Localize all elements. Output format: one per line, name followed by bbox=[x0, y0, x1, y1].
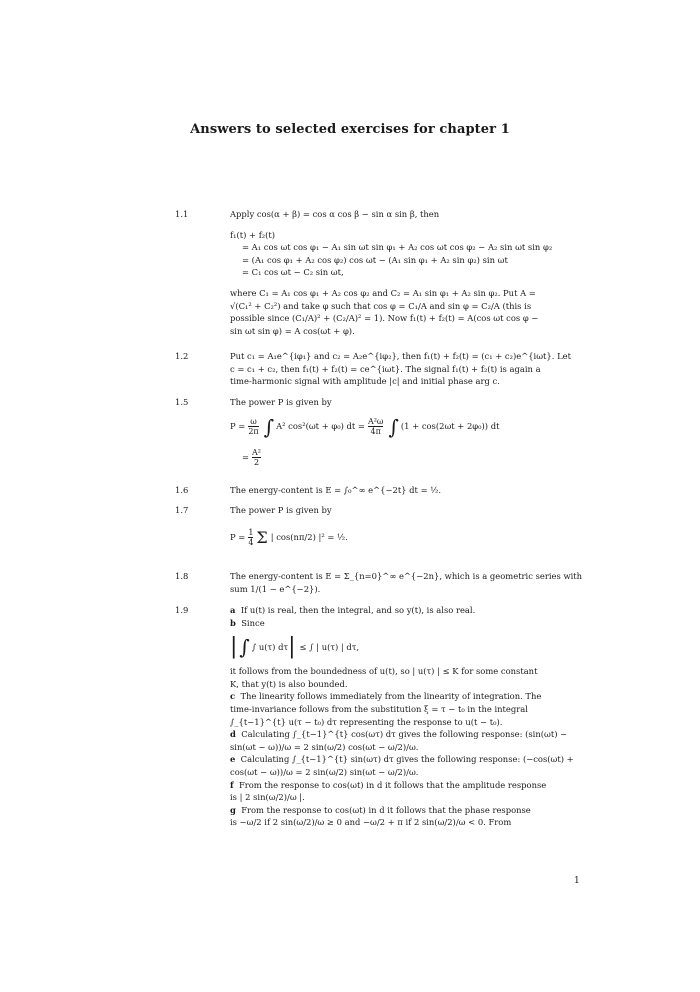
numerator: ω bbox=[250, 417, 257, 427]
abs-bar: | bbox=[288, 634, 296, 660]
text-line: time-harmonic signal with amplitude |c| and initial phase arg c. bbox=[230, 376, 500, 387]
bound-inequality bbox=[230, 629, 586, 665]
fraction bbox=[252, 448, 261, 467]
exercise-body bbox=[230, 396, 586, 471]
exercise-body bbox=[230, 604, 586, 829]
fraction bbox=[368, 417, 384, 436]
part-text: The linearity follows immediately from the linearity of integration. The bbox=[240, 691, 542, 702]
exercise-number: 1.5 bbox=[175, 397, 189, 407]
denominator: 4 bbox=[248, 538, 254, 548]
part-label: c bbox=[230, 691, 236, 702]
power-equation bbox=[230, 409, 586, 445]
text-line: sin(ωt − ω))/ω = 2 sin(ω/2) cos(ωt − ω/2)/ω. bbox=[230, 741, 419, 752]
eq-left: P = bbox=[230, 421, 246, 432]
text-line: c = c₁ + c₂, then f₁(t) + f₂(t) = ce^{iωt}. The signal f₁(t) + f₂(t) is again a bbox=[230, 363, 541, 374]
equation-line: = C₁ cos ωt − C₂ sin ωt, bbox=[242, 267, 344, 278]
eq-left: = bbox=[242, 452, 250, 463]
eq-right: (1 + cos(2ωt + 2φ₀)) dt bbox=[400, 421, 500, 432]
integral-sign: ∫ bbox=[388, 414, 399, 439]
numerator: A²ω bbox=[367, 417, 384, 427]
fraction bbox=[248, 417, 258, 436]
numerator: 1 bbox=[248, 528, 254, 538]
eq-middle: A² cos²(ωt + φ₀) dt = bbox=[276, 421, 365, 432]
text-line: The energy-content is E = Σ_{n=0}^∞ e^{−2n}, which is a geometric series with bbox=[230, 571, 583, 581]
text-line: where C₁ = A₁ cos φ₁ + A₂ cos φ₂ and C₂ = A₁ sin φ₁ + A₂ sin φ₂. Put A = bbox=[230, 287, 536, 298]
part-label: f bbox=[230, 779, 234, 790]
part-text: Calculating ∫_{t−1}^{t} cos(ωτ) dτ gives the following response: (sin(ωt) − bbox=[241, 729, 568, 740]
exercise-body bbox=[230, 208, 586, 337]
part-g bbox=[230, 804, 586, 817]
part-text: From the response to cos(ωt) in d it follows that the phase response bbox=[241, 804, 531, 815]
text-line: √(C₁² + C₂²) and take φ such that cos φ = C₁/A and sin φ = C₂/A (this is bbox=[230, 300, 532, 311]
exercise-number: 1.1 bbox=[175, 209, 189, 219]
eq-right: ≤ ∫ | u(τ) | dτ, bbox=[299, 641, 360, 652]
eq-left: ∫ u(τ) dτ bbox=[251, 641, 289, 652]
integral-sign: ∫ bbox=[239, 635, 250, 660]
exercise-number: 1.6 bbox=[175, 485, 189, 495]
denominator: 4π bbox=[370, 427, 381, 437]
denominator: 2π bbox=[248, 427, 259, 437]
part-label: g bbox=[230, 804, 236, 815]
equation-line: f₁(t) + f₂(t) bbox=[230, 229, 276, 240]
part-text: If u(t) is real, then the integral, and so y(t), is also real. bbox=[240, 605, 476, 615]
part-c bbox=[230, 690, 586, 703]
fraction bbox=[248, 528, 253, 547]
exercise-body bbox=[230, 504, 586, 559]
exercise-body bbox=[230, 484, 586, 497]
part-label: b bbox=[230, 617, 236, 628]
integral-sign: ∫ bbox=[263, 414, 275, 439]
text-line: K, that y(t) is also bounded. bbox=[230, 678, 348, 689]
part-label: e bbox=[230, 754, 236, 765]
part-text: From the response to cos(ωt) in d it follows that the amplitude response bbox=[238, 779, 547, 790]
exercise-number: 1.2 bbox=[175, 351, 189, 361]
numerator: A² bbox=[252, 448, 262, 458]
part-e bbox=[230, 753, 586, 766]
text-line: The power P is given by bbox=[230, 397, 332, 407]
text-line: is | 2 sin(ω/2)/ω |. bbox=[230, 792, 305, 803]
page-title: Answers to selected exercises for chapter 1 bbox=[190, 122, 510, 137]
part-text: Calculating ∫_{t−1}^{t} sin(ωτ) dτ gives the following response: (−cos(ωt) + bbox=[240, 754, 574, 765]
text-line: The energy-content is E = ∫₀^∞ e^{−2t} dt = ½. bbox=[230, 485, 442, 495]
part-label: a bbox=[230, 605, 236, 615]
part-a bbox=[230, 604, 586, 617]
text-line: sum 1/(1 − e^{−2}). bbox=[230, 583, 321, 594]
exercise-number: 1.8 bbox=[175, 571, 189, 581]
exercise-body bbox=[230, 570, 586, 595]
exercise-body bbox=[230, 350, 586, 388]
text-line: ∫_{t−1}^{t} u(τ − t₀) dτ representing the response to u(t − t₀). bbox=[230, 716, 503, 727]
eq-left: P = bbox=[230, 532, 246, 543]
part-text: Since bbox=[241, 617, 265, 628]
part-label: d bbox=[230, 729, 236, 740]
text-line: sin ωt sin φ) = A cos(ωt + φ). bbox=[230, 325, 355, 336]
text-line: time-invariance follows from the substitution ξ = τ − t₀ in the integral bbox=[230, 703, 528, 714]
equation-line: = A₁ cos ωt cos φ₁ − A₁ sin ωt sin φ₁ + A₂ cos ωt cos φ₂ − A₂ sin ωt sin φ₂ bbox=[242, 242, 553, 253]
exercise-number: 1.9 bbox=[175, 605, 189, 615]
equation-line: = (A₁ cos φ₁ + A₂ cos φ₂) cos ωt − (A₁ sin φ₁ + A₂ sin φ₂) sin ωt bbox=[242, 254, 508, 265]
abs-bar: | bbox=[230, 634, 238, 660]
part-d bbox=[230, 728, 586, 741]
part-b bbox=[230, 617, 586, 630]
page-number: 1 bbox=[574, 876, 580, 886]
text-line: cos(ωt − ω))/ω = 2 sin(ω/2) sin(ωt − ω/2)/ω. bbox=[230, 766, 419, 777]
power-result bbox=[230, 445, 586, 471]
text-line: The power P is given by bbox=[230, 505, 332, 515]
exercise-number: 1.7 bbox=[175, 505, 189, 515]
power-equation bbox=[230, 517, 586, 559]
eq-right: | cos(nπ/2) |² = ½. bbox=[270, 532, 348, 543]
denominator: 2 bbox=[253, 458, 260, 468]
text-line: Apply cos(α + β) = cos α cos β − sin α sin β, then bbox=[230, 209, 440, 219]
text-line: it follows from the boundedness of u(t), so | u(τ) | ≤ K for some constant bbox=[230, 666, 538, 677]
sum-sign: Σ bbox=[256, 527, 268, 547]
text-line: Put c₁ = A₁e^{iφ₁} and c₂ = A₂e^{iφ₂}, then f₁(t) + f₂(t) = (c₁ + c₂)e^{iωt}. Let bbox=[230, 351, 571, 361]
text-line: is −ω/2 if 2 sin(ω/2)/ω ≥ 0 and −ω/2 + π if 2 sin(ω/2)/ω < 0. From bbox=[230, 817, 512, 828]
part-f bbox=[230, 779, 586, 792]
text-line: possible since (C₁/A)² + (C₂/A)² = 1). Now f₁(t) + f₂(t) = A(cos ωt cos φ − bbox=[230, 313, 539, 324]
